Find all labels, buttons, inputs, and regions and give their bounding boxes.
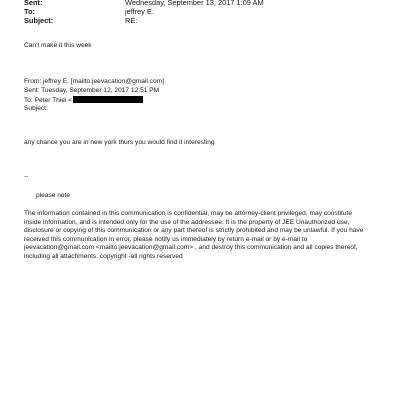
to-value: jeffrey E.: [125, 7, 155, 16]
quoted-body: any chance you are in new york thurs you would find it interesting: [24, 139, 215, 146]
sent-value: Wednesday, September 13, 2017 1:09 AM: [125, 0, 264, 7]
disclaimer-line: disclosure or copying of this communication or any part thereof is strictly prohibited and may be unlawful. If you have: [24, 227, 364, 235]
disclaimer-line: inside information, and is intended only for the use of the addressee. It is the property of JEE Unauthorized use,: [24, 218, 350, 226]
subject-value: RE:: [125, 16, 138, 25]
redaction-bar: [73, 96, 143, 103]
quoted-subject: Subject:: [24, 105, 48, 112]
disclaimer-line: jeevacation@gmail.com <mailto:jeevacation@gmail.com> , and destroy this communication and all copies thereof,: [24, 244, 358, 252]
signature-separator: --: [24, 173, 29, 180]
please-note: please note: [36, 192, 71, 199]
confidentiality-disclaimer: [24, 210, 376, 262]
subject-label: Subject:: [24, 16, 54, 25]
to-label: To:: [24, 7, 35, 16]
quoted-sent: Sent: Tuesday, September 12, 2017 12:51 PM: [24, 87, 160, 94]
disclaimer-line: received this communication in error, please notify us immediately by return e-mail or by e-mail to: [24, 235, 308, 243]
disclaimer-line: The information contained in this communication is confidential, may be attorney-client privileged, may constitute: [24, 210, 353, 217]
quoted-to: To: Peter Thiel <: [24, 97, 73, 104]
quoted-to-row: [24, 96, 143, 105]
quoted-from: From: jeffrey E. [mailto:jeevacation@gmail.com]: [24, 78, 164, 85]
disclaimer-line: including all attachments. copyright -all rights reserved: [24, 252, 183, 260]
sent-label: Sent:: [24, 0, 43, 7]
reply-body: Can't make it this week: [24, 42, 92, 49]
